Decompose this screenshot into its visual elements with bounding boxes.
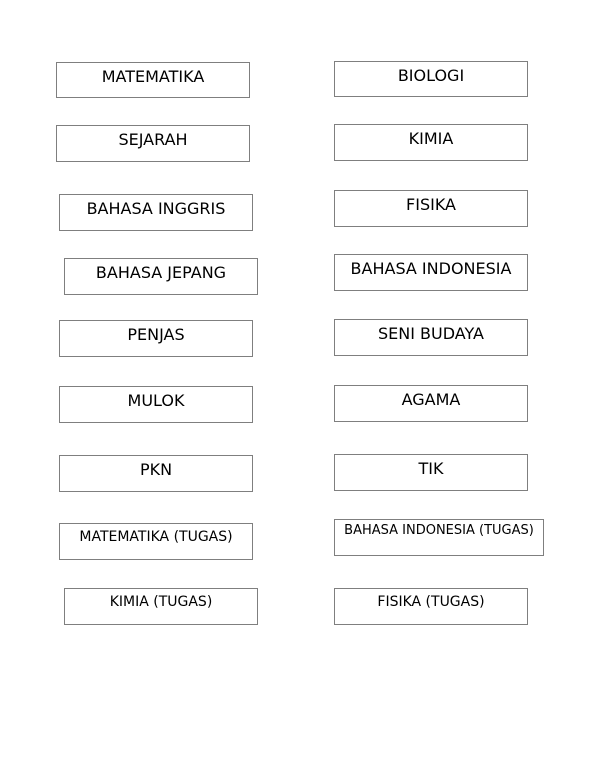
subject-label-box: AGAMA [334,385,528,422]
subject-label-box: FISIKA [334,190,528,227]
subject-label-box: PENJAS [59,320,253,357]
subject-label-box: MULOK [59,386,253,423]
subject-label-box: FISIKA (TUGAS) [334,588,528,625]
subject-label-box: KIMIA [334,124,528,161]
subject-label-box: TIK [334,454,528,491]
subject-label-box: BIOLOGI [334,61,528,97]
subject-label-box: SENI BUDAYA [334,319,528,356]
subject-label-box: BAHASA INDONESIA [334,254,528,291]
subject-label-box: KIMIA (TUGAS) [64,588,258,625]
subject-label-box: SEJARAH [56,125,250,162]
subject-label-box: MATEMATIKA [56,62,250,98]
subject-label-box: BAHASA INGGRIS [59,194,253,231]
subject-label-box: MATEMATIKA (TUGAS) [59,523,253,560]
subject-label-box: BAHASA INDONESIA (TUGAS) [334,519,544,556]
subject-label-box: PKN [59,455,253,492]
subject-label-box: BAHASA JEPANG [64,258,258,295]
